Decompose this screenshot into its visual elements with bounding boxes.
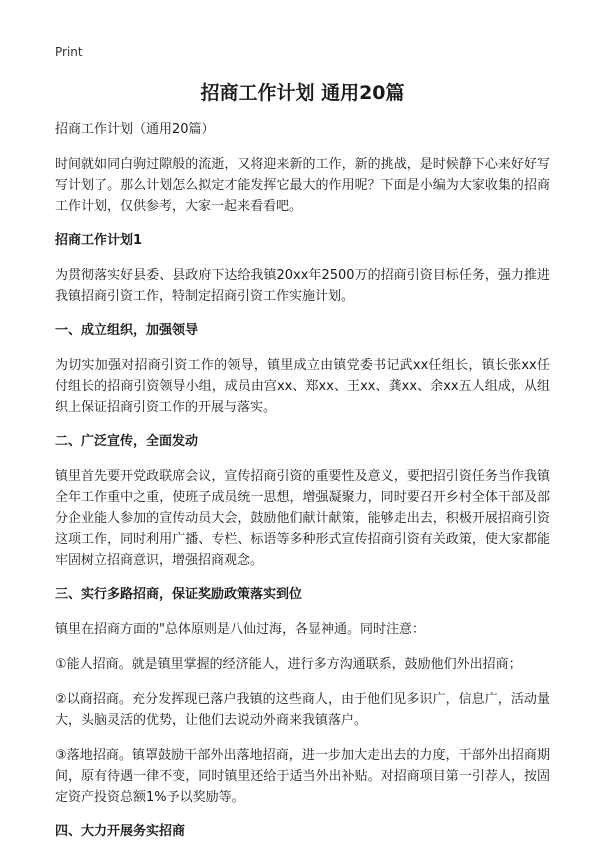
section-heading-2: 二、广泛宣传，全面发动 <box>55 434 199 449</box>
section-3-paragraph-item-3: ③落地招商。镇罩鼓励干部外出落地招商，进一步加大走出去的力度，干部外出招商期间，原有待遇一律不变，同时镇里还给于适当外出补贴。对招商项目第一引荐人，按固定资产投资总额1%予以奖励等。 <box>55 748 550 805</box>
section-heading-3: 三、实行多路招商，保证奖励政策落实到位 <box>55 587 303 602</box>
section-3-paragraph-principle: 镇里在招商方面的"总体原则是八仙过海，各显神通。同时注意： <box>55 622 425 637</box>
section-3-paragraph-item-2: ②以商招商。充分发挥现已落户我镇的这些商人，由于他们见多识广，信息广，活动量大，头脑灵活的优势，让他们去说动外商来我镇落户。 <box>55 692 550 728</box>
intro-paragraph: 时间就如同白驹过隙般的流逝，又将迎来新的工作，新的挑战，是时候静下心来好好写写计划了。那么计划怎么拟定才能发挥它最大的作用呢？下面是小编为大家收集的招商工作计划，仅供参考，大家一起来看看吧。 <box>55 157 550 214</box>
plan-intro-paragraph: 为贯彻落实好县委、县政府下达给我镇20xx年2500万的招商引资目标任务，强力推进我镇招商引资工作，特制定招商引资工作实施计划。 <box>55 268 550 304</box>
page-title: 招商工作计划 通用20篇 <box>200 82 405 104</box>
section-3-paragraph-item-1: ①能人招商。就是镇里掌握的经济能人，进行多方沟通联系，鼓励他们外出招商； <box>55 657 522 672</box>
plan-heading: 招商工作计划1 <box>55 233 143 248</box>
section-heading-4: 四、大力开展务实招商 <box>55 824 186 839</box>
section-2-paragraph: 镇里首先要开党政联席会议，宣传招商引资的重要性及意义，要把招引资任务当作我镇全年工作重中之重，使班子成员统一思想，增强凝聚力，同时要召开乡村全体干部及部分企业能人参加的宣传动员大会，鼓励他们献计献策，能够走出去，积极开展招商引资这项工作，同时利用广播、专栏、标语等多种形式宣传招商引资有关政策，使大家都能牢固树立招商意识，增强招商观念。 <box>55 469 550 568</box>
document-subtitle: 招商工作计划（通用20篇） <box>55 122 215 137</box>
print-link[interactable]: Print <box>55 45 83 59</box>
document-body <box>55 80 550 856</box>
section-heading-1: 一、成立组织，加强领导 <box>55 323 199 338</box>
section-1-paragraph: 为切实加强对招商引资工作的领导，镇里成立由镇党委书记武xx任组长，镇长张xx任付组长的招商引资领导小组，成员由宫xx、郑xx、王xx、龚xx、余xx五人组成，从组织上保证招商引资工作的开展与落实。 <box>55 358 550 415</box>
